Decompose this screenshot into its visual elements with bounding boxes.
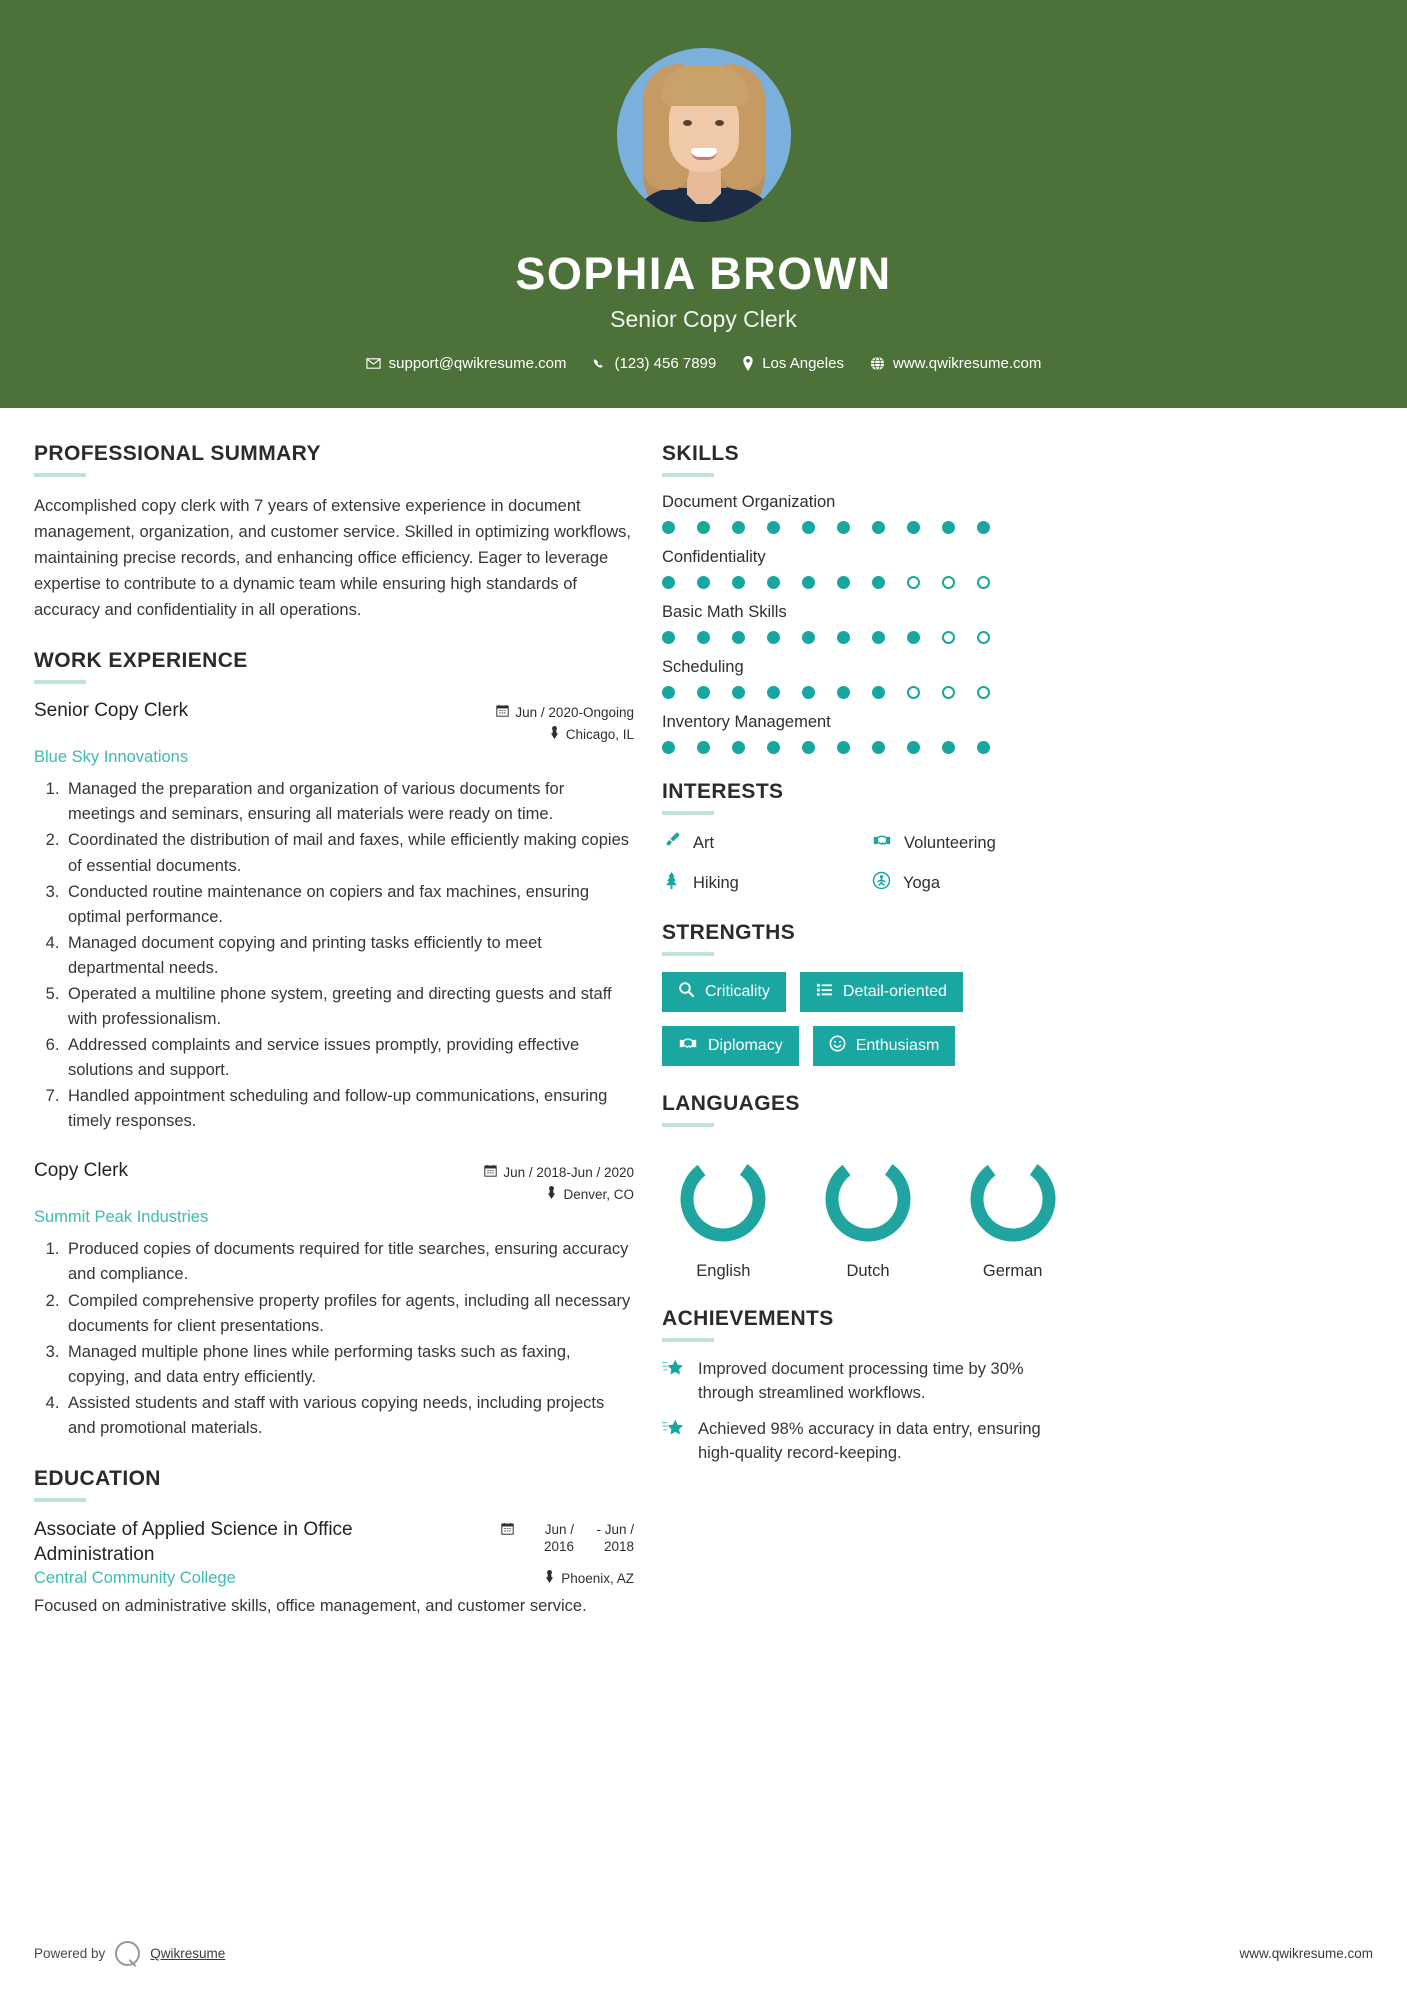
job-bullet: 1. Produced copies of documents required for title searches, ensuring accuracy and compliance. bbox=[64, 1237, 634, 1287]
education-location: Phoenix, AZ bbox=[561, 1570, 634, 1586]
contact-location bbox=[742, 355, 844, 372]
achievement-item bbox=[662, 1418, 1074, 1466]
left-column bbox=[34, 442, 634, 1915]
skill-dot-filled bbox=[837, 576, 850, 589]
section-skills bbox=[662, 442, 1074, 754]
interest-label: Hiking bbox=[693, 873, 739, 892]
skill-dot-filled bbox=[697, 741, 710, 754]
list-icon bbox=[816, 981, 833, 1003]
avatar bbox=[617, 48, 791, 222]
skill-dot-empty bbox=[977, 576, 990, 589]
skill-name: Document Organization bbox=[662, 493, 836, 511]
skill-dot-empty bbox=[977, 631, 990, 644]
job-location: Chicago, IL bbox=[565, 726, 634, 742]
job-bullets bbox=[34, 777, 634, 1134]
skill-dot-empty bbox=[907, 686, 920, 699]
resume-footer bbox=[0, 1915, 1407, 1990]
language-label: English bbox=[696, 1262, 751, 1280]
calendar-icon bbox=[501, 1522, 514, 1538]
calendar-icon bbox=[496, 704, 509, 720]
section-rule bbox=[662, 473, 714, 477]
education-meta bbox=[501, 1518, 634, 1556]
resume-body bbox=[0, 408, 1407, 1915]
skill-level-dots bbox=[662, 741, 1074, 754]
contact-location-text: Los Angeles bbox=[762, 355, 844, 372]
job-bullet: 5. Operated a multiline phone system, greeting and directing guests and staff with professionalism. bbox=[64, 982, 634, 1032]
job-location: Denver, CO bbox=[563, 1186, 634, 1202]
section-rule bbox=[662, 1123, 714, 1127]
skill-dot-filled bbox=[767, 576, 780, 589]
interest-label: Art bbox=[693, 833, 715, 852]
tree-icon bbox=[662, 871, 681, 895]
skill-dot-filled bbox=[837, 631, 850, 644]
education-date-end: - Jun / 2018 bbox=[596, 1522, 634, 1554]
job-bullets bbox=[34, 1237, 634, 1441]
skill-dot-filled bbox=[767, 521, 780, 534]
job-location-line bbox=[496, 726, 634, 742]
skill-dot-filled bbox=[697, 576, 710, 589]
skill-dot-filled bbox=[907, 521, 920, 534]
candidate-job-title: Senior Copy Clerk bbox=[610, 306, 797, 332]
education-entry bbox=[34, 1518, 634, 1620]
contact-email-text: support@qwikresume.com bbox=[388, 355, 567, 372]
strengths-title: STRENGTHS bbox=[662, 921, 796, 944]
section-rule bbox=[662, 1338, 714, 1342]
skill-item bbox=[662, 658, 1074, 699]
skill-dot-empty bbox=[942, 686, 955, 699]
job-title: Senior Copy Clerk bbox=[34, 700, 189, 722]
skill-item bbox=[662, 603, 1074, 644]
skills-title: SKILLS bbox=[662, 442, 740, 465]
skill-dot-filled bbox=[872, 686, 885, 699]
skill-dot-filled bbox=[907, 631, 920, 644]
section-achievements bbox=[662, 1307, 1074, 1466]
strength-label: Diplomacy bbox=[708, 1037, 783, 1054]
section-strengths bbox=[662, 921, 1074, 1066]
education-description: Focused on administrative skills, office management, and customer service. bbox=[34, 1597, 587, 1616]
work-experience-title: WORK EXPERIENCE bbox=[34, 649, 248, 673]
pin-icon bbox=[544, 1570, 555, 1586]
job-bullet: 4. Assisted students and staff with various copying needs, including projects and promotional materials. bbox=[64, 1391, 634, 1441]
skill-dot-filled bbox=[802, 686, 815, 699]
skill-dot-empty bbox=[942, 631, 955, 644]
job-title: Copy Clerk bbox=[34, 1160, 128, 1182]
handshake-icon bbox=[678, 1035, 698, 1057]
skill-name: Confidentiality bbox=[662, 548, 766, 566]
job-bullet: 7. Handled appointment scheduling and follow-up communications, ensuring timely responses. bbox=[64, 1084, 634, 1134]
skill-dot-filled bbox=[872, 576, 885, 589]
job-bullet: 6. Addressed complaints and service issues promptly, providing effective solutions and support. bbox=[64, 1033, 634, 1083]
section-education bbox=[34, 1467, 634, 1620]
interest-label: Volunteering bbox=[904, 833, 996, 852]
skill-dot-filled bbox=[662, 631, 675, 644]
star-badge-icon bbox=[662, 1358, 684, 1383]
globe-icon bbox=[870, 356, 885, 371]
section-work-experience bbox=[34, 649, 634, 1441]
skill-dot-filled bbox=[662, 521, 675, 534]
skill-dot-filled bbox=[872, 631, 885, 644]
skill-dot-filled bbox=[802, 741, 815, 754]
skill-dot-filled bbox=[732, 741, 745, 754]
job-company: Blue Sky Innovations bbox=[34, 748, 189, 767]
handshake-icon bbox=[872, 832, 892, 854]
contact-website[interactable] bbox=[870, 355, 1041, 372]
skill-level-dots bbox=[662, 631, 1074, 644]
strengths-list bbox=[662, 972, 1074, 1066]
interests-list bbox=[662, 831, 1074, 895]
star-badge-icon bbox=[662, 1418, 684, 1443]
candidate-name: SOPHIA BROWN bbox=[515, 248, 892, 299]
skill-dot-filled bbox=[872, 741, 885, 754]
skill-dot-filled bbox=[767, 686, 780, 699]
job-meta bbox=[496, 700, 634, 748]
strength-badge[interactable] bbox=[662, 1026, 799, 1066]
paint-brush-icon bbox=[662, 831, 681, 855]
strength-label: Enthusiasm bbox=[855, 1037, 940, 1054]
strength-badge[interactable] bbox=[662, 972, 786, 1012]
skill-dot-filled bbox=[662, 686, 675, 699]
job-entry bbox=[34, 1160, 634, 1441]
contact-row bbox=[0, 355, 1407, 372]
skill-dot-filled bbox=[697, 521, 710, 534]
education-title: EDUCATION bbox=[34, 1467, 161, 1491]
skill-dot-filled bbox=[977, 521, 990, 534]
section-professional-summary bbox=[34, 442, 634, 623]
skill-dot-empty bbox=[977, 686, 990, 699]
professional-summary-text: Accomplished copy clerk with 7 years of extensive experience in document management, organization, and customer service. Skilled in optimizing workflows, maintaining precise records, and enhancing office efficiency. Eager to leverage expertise to contribute to a dynamic team while ensuring high standards of accuracy and confidentiality in all operations. bbox=[34, 497, 632, 620]
skill-dot-filled bbox=[697, 686, 710, 699]
yoga-icon bbox=[872, 871, 891, 895]
skill-dot-filled bbox=[872, 521, 885, 534]
job-dates: Jun / 2020-Ongoing bbox=[515, 704, 634, 720]
skill-name: Scheduling bbox=[662, 658, 744, 676]
job-bullet: 2. Coordinated the distribution of mail and faxes, while efficiently making copies of essential documents. bbox=[64, 828, 634, 878]
language-label: German bbox=[982, 1262, 1043, 1280]
skill-dot-filled bbox=[942, 741, 955, 754]
job-bullet: 1. Managed the preparation and organization of various documents for meetings and seminars, ensuring all materials were ready on time. bbox=[64, 777, 634, 827]
magnifier-icon bbox=[678, 981, 695, 1003]
skill-name: Basic Math Skills bbox=[662, 603, 787, 621]
skills-list bbox=[662, 493, 1074, 754]
job-list bbox=[34, 700, 634, 1441]
skill-dot-filled bbox=[802, 521, 815, 534]
interest-item bbox=[662, 831, 864, 855]
skill-name: Inventory Management bbox=[662, 713, 831, 731]
skill-item bbox=[662, 493, 1074, 534]
skill-dot-filled bbox=[662, 576, 675, 589]
job-entry bbox=[34, 700, 634, 1134]
education-location-line bbox=[544, 1570, 634, 1586]
achievements-title: ACHIEVEMENTS bbox=[662, 1307, 834, 1330]
map-pin-icon bbox=[742, 356, 754, 371]
achievement-item bbox=[662, 1358, 1074, 1406]
skill-level-dots bbox=[662, 521, 1074, 534]
right-column bbox=[662, 442, 1074, 1915]
achievement-text: Achieved 98% accuracy in data entry, ensuring high-quality record-keeping. bbox=[698, 1419, 1041, 1462]
contact-phone-text: (123) 456 7899 bbox=[614, 355, 717, 372]
education-list bbox=[34, 1518, 634, 1620]
language-item bbox=[807, 1151, 930, 1281]
skill-dot-filled bbox=[697, 631, 710, 644]
skill-dot-filled bbox=[732, 686, 745, 699]
skill-dot-filled bbox=[837, 741, 850, 754]
interests-title: INTERESTS bbox=[662, 780, 784, 803]
education-degree: Associate of Applied Science in Office Administration bbox=[34, 1519, 353, 1565]
job-dates-line bbox=[496, 704, 634, 720]
skill-dot-filled bbox=[732, 521, 745, 534]
powered-by-label: Powered by bbox=[34, 1946, 106, 1961]
education-school: Central Community College bbox=[34, 1569, 236, 1588]
education-header bbox=[34, 1518, 634, 1567]
language-item bbox=[951, 1151, 1074, 1281]
achievement-text: Improved document processing time by 30% through streamlined workflows. bbox=[698, 1360, 1024, 1402]
section-rule bbox=[34, 680, 86, 684]
job-location-line bbox=[484, 1186, 634, 1202]
pin-icon bbox=[549, 726, 560, 742]
interest-label: Yoga bbox=[903, 873, 941, 892]
skill-dot-filled bbox=[802, 631, 815, 644]
language-label: Dutch bbox=[846, 1262, 890, 1280]
contact-website-text: www.qwikresume.com bbox=[892, 355, 1042, 372]
envelope-icon bbox=[366, 356, 381, 371]
footer-website[interactable]: www.qwikresume.com bbox=[1239, 1946, 1373, 1961]
skill-dot-filled bbox=[732, 576, 745, 589]
strength-badge[interactable] bbox=[813, 1026, 956, 1066]
skill-dot-empty bbox=[942, 576, 955, 589]
job-bullet: 2. Compiled comprehensive property profiles for agents, including all necessary documents for client presentations. bbox=[64, 1289, 634, 1339]
job-dates: Jun / 2018-Jun / 2020 bbox=[503, 1164, 634, 1180]
language-item bbox=[662, 1151, 785, 1281]
skill-dot-filled bbox=[837, 521, 850, 534]
skill-item bbox=[662, 548, 1074, 589]
skill-dot-filled bbox=[802, 576, 815, 589]
pin-icon bbox=[546, 1186, 557, 1202]
section-rule bbox=[662, 952, 714, 956]
skill-item bbox=[662, 713, 1074, 754]
skill-dot-filled bbox=[907, 741, 920, 754]
section-rule bbox=[34, 473, 86, 477]
job-company: Summit Peak Industries bbox=[34, 1208, 209, 1227]
contact-phone[interactable] bbox=[592, 355, 716, 372]
resume-header bbox=[0, 0, 1407, 408]
skill-dot-filled bbox=[977, 741, 990, 754]
language-gauge bbox=[675, 1151, 771, 1247]
interest-item bbox=[662, 871, 864, 895]
section-rule bbox=[34, 1498, 86, 1502]
interest-item bbox=[872, 871, 1074, 895]
job-header bbox=[34, 700, 634, 748]
skill-level-dots bbox=[662, 576, 1074, 589]
language-gauge bbox=[820, 1151, 916, 1247]
interest-item bbox=[872, 831, 1074, 855]
education-subheader bbox=[34, 1569, 634, 1588]
job-dates-line bbox=[484, 1164, 634, 1180]
job-bullet: 4. Managed document copying and printing tasks efficiently to meet departmental needs. bbox=[64, 931, 634, 981]
education-dates-line bbox=[501, 1522, 634, 1556]
education-date-start: Jun / 2016 bbox=[543, 1522, 574, 1554]
contact-email[interactable] bbox=[366, 355, 567, 372]
phone-icon bbox=[592, 357, 606, 371]
skill-dot-filled bbox=[942, 521, 955, 534]
qwikresume-logo-icon bbox=[115, 1941, 140, 1966]
strength-badge[interactable] bbox=[800, 972, 963, 1012]
skill-dot-filled bbox=[662, 741, 675, 754]
languages-title: LANGUAGES bbox=[662, 1092, 800, 1115]
calendar-icon bbox=[484, 1164, 497, 1180]
qwikresume-link[interactable]: Qwikresume bbox=[150, 1946, 226, 1961]
skill-dot-filled bbox=[767, 741, 780, 754]
languages-list bbox=[662, 1143, 1074, 1281]
language-gauge bbox=[965, 1151, 1061, 1247]
section-languages bbox=[662, 1092, 1074, 1281]
skill-dot-filled bbox=[767, 631, 780, 644]
skill-dot-filled bbox=[732, 631, 745, 644]
job-bullet: 3. Conducted routine maintenance on copiers and fax machines, ensuring optimal performance. bbox=[64, 880, 634, 930]
skill-dot-filled bbox=[837, 686, 850, 699]
job-header bbox=[34, 1160, 634, 1208]
skill-level-dots bbox=[662, 686, 1074, 699]
smiley-icon bbox=[829, 1035, 846, 1057]
section-rule bbox=[662, 811, 714, 815]
job-bullet: 3. Managed multiple phone lines while performing tasks such as faxing, copying, and data entry efficiently. bbox=[64, 1340, 634, 1390]
achievements-list bbox=[662, 1358, 1074, 1466]
professional-summary-title: PROFESSIONAL SUMMARY bbox=[34, 442, 321, 465]
strength-label: Criticality bbox=[705, 983, 770, 1000]
strength-label: Detail-oriented bbox=[842, 983, 947, 1000]
powered-by-block bbox=[34, 1941, 225, 1966]
job-meta bbox=[484, 1160, 634, 1208]
skill-dot-empty bbox=[907, 576, 920, 589]
section-interests bbox=[662, 780, 1074, 895]
